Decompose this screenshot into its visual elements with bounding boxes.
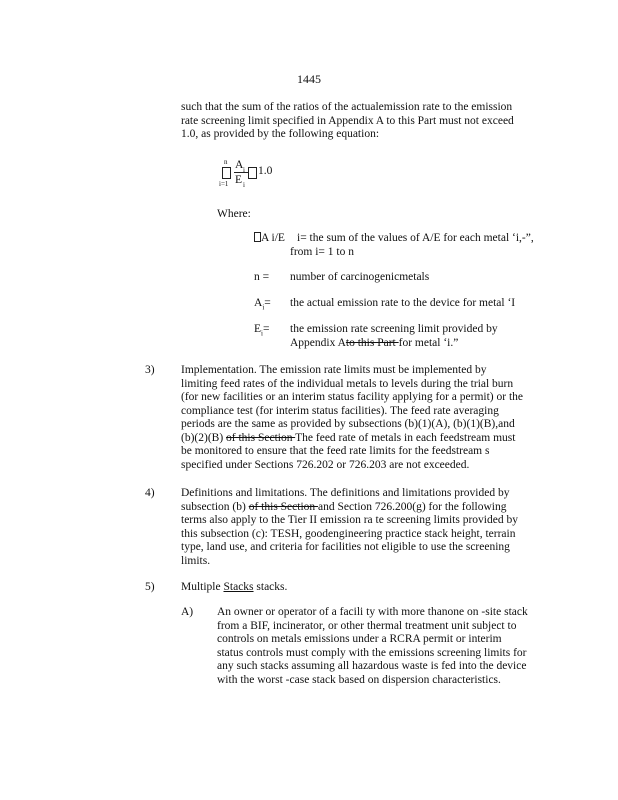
summation-symbol-icon [254,232,261,242]
paragraph-line: limits. [181,554,211,567]
paragraph-line: controls on metals emissions under a RCRA permit or interim [217,633,502,645]
paragraph-line: type, land use, and criteria for facilities not eligible to use the screening [181,541,510,553]
page-number: 1445 [297,72,321,86]
paragraph-line: periods are the same as provided by subsections (b)(1)(A), (b)(1)(B),and [181,418,515,430]
denominator-subscript: i [243,181,245,189]
paragraph-line: subsection (b) of this Section and Section 726.200(g) for the following [181,500,507,513]
definition-text: the actual emission rate to the device for metal ‘I [290,297,516,309]
item-number: 3) [145,364,155,376]
intro-line: 1.0, as provided by the following equation: [181,128,380,140]
paragraph-line: terms also apply to the Tier II emission ra te screening limits provided by [181,514,518,526]
summation-symbol-icon [222,167,231,179]
paragraph-line: (for new facilities or an interim status facility applying for a permit) or the [181,391,524,403]
item-4-paragraph [181,487,539,568]
definition-term: $E_i=$ [254,323,270,338]
intro-line: rate screening limit specified in Appendix A to this Part must not exceed [181,114,514,127]
denominator: E [235,174,243,186]
paragraph-line: compliance test (for interim status facilities). The feed rate averaging [181,404,499,417]
equation [219,158,279,190]
less-or-equal-symbol-icon [248,167,257,179]
paragraph-line: from a BIF, incinerator, or other thermal treatment unit subject to [217,619,517,632]
definition-text: Appendix Ato this Part for metal ‘i.” [290,337,459,349]
sum-lower-limit: i=1 [219,180,229,188]
struck-text: of this Section [248,500,319,513]
intro-line: such that the sum of the ratios of the actualemission rate to the emission [181,101,513,113]
definition-term: A i/E [254,232,285,246]
definition-term: $A_i=$ [254,297,271,312]
paragraph-line: (b)(2)(B) of this Section The feed rate of metals in each feedstream must [181,431,516,444]
paragraph-line: Implementation. The emission rate limits must be implemented by [181,364,487,376]
item-number: 4) [145,487,155,499]
numerator-subscript: i [243,166,245,174]
equation-bound: 1.0 [258,165,273,177]
subitem-a-paragraph [217,606,540,687]
underlined-text: Stacks [223,581,254,593]
item-5-heading: Multiple Stacks stacks. [181,581,288,593]
paragraph-line: status controls must comply with the emissions screening limits for [217,646,527,659]
paragraph-line: limiting feed rates of the individual metals to levels during the trial burn [181,377,514,390]
struck-text: of this Section [226,431,296,444]
definition-text: number of carcinogenicmetals [290,271,430,283]
paragraph-line: any such stacks assuming all hazardous waste is fed into the device [217,660,527,672]
intro-paragraph [181,101,524,142]
fraction-bar [234,172,248,173]
definition-text: the emission rate screening limit provided by [290,323,498,335]
definition-text: i= the sum of the values of A/E for each metal ‘i,-”, [297,232,534,244]
paragraph-line: be monitored to ensure that the feed rate limits for the feedstream s [181,445,490,457]
sum-upper-limit: n [224,158,228,166]
paragraph-line: Definitions and limitations. The definitions and limitations provided by [181,487,510,499]
where-label: Where: [217,208,251,220]
paragraph-line: specified under Sections 726.202 or 726.203 are not exceeded. [181,458,470,471]
subitem-label: A) [181,606,194,618]
paragraph-line: this subsection (c): TESH, goodengineering practice stack height, terrain [181,527,516,540]
definition-text: from i= 1 to n [290,246,354,258]
paragraph-line: An owner or operator of a facili ty with more thanone on -site stack [217,606,528,618]
numerator: A [235,159,244,171]
item-3-paragraph [181,364,539,472]
struck-text: to this Part [345,337,399,349]
item-number: 5) [145,581,155,593]
paragraph-line: with the worst -case stack based on dispersion characteristics. [217,673,501,686]
definition-term: n = [254,271,270,283]
